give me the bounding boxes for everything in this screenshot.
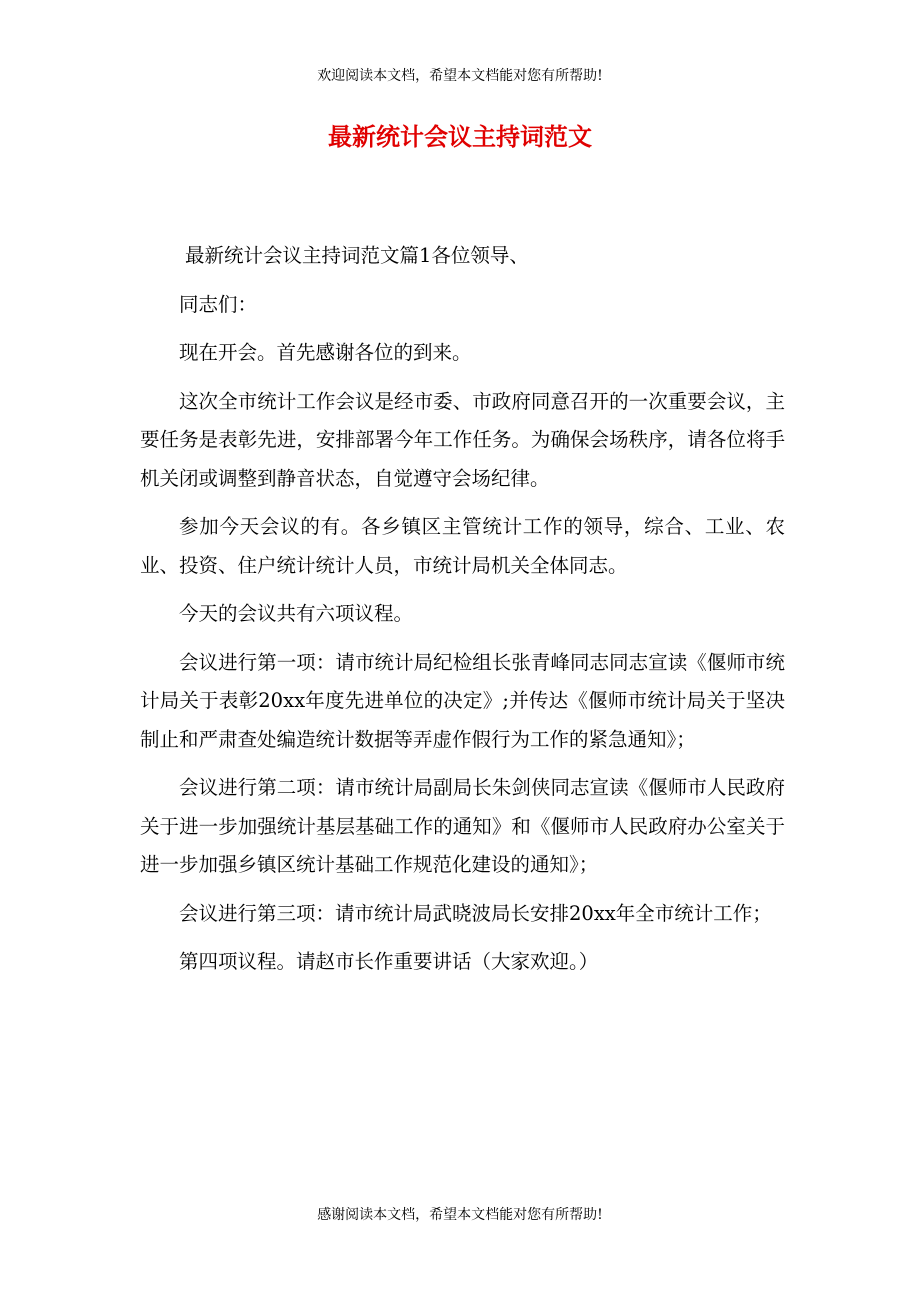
document-title: 最新统计会议主持词范文 — [328, 122, 592, 151]
paragraph: 会议进行第三项：请市统计局武晓波局长安排20xx年全市统计工作； — [179, 901, 772, 925]
header-note: 欢迎阅读本文档，希望本文档能对您有所帮助! — [317, 68, 603, 84]
document-body — [140, 237, 785, 982]
paragraph: 第四项议程。请赵市长作重要讲话（大家欢迎。） — [179, 950, 599, 973]
paragraph: 同志们： — [179, 292, 258, 316]
paragraph: 今天的会议共有六项议程。 — [179, 602, 414, 625]
paragraph: 现在开会。首先感谢各位的到来。 — [179, 341, 472, 364]
paragraph: 会议进行第二项：请市统计局副局长朱剑侠同志宣读《偃师市人民政府关于进一步加强统计基层基础工作的通知》和《偃师市人民政府办公室关于进一步加强乡镇区统计基础工作规范化建设的通知》； — [140, 776, 785, 876]
paragraph: 参加今天会议的有。各乡镇区主管统计工作的领导，综合、工业、农业、投资、住户统计统计人员，市统计局机关全体同志。 — [140, 515, 785, 577]
paragraph: 会议进行第一项：请市统计局纪检组长张青峰同志同志宣读《偃师市统计局关于表彰20xx年度先进单位的决定》;并传达《偃师市统计局关于坚决制止和严肃查处编造统计数据等弄虚作假行为工作的紧急通知》； — [140, 650, 785, 751]
paragraph: 最新统计会议主持词范文篇1各位领导、 — [185, 244, 529, 267]
footer-note: 感谢阅读本文档，希望本文档能对您有所帮助! — [317, 1207, 603, 1223]
paragraph: 这次全市统计工作会议是经市委、市政府同意召开的一次重要会议，主要任务是表彰先进，安排部署今年工作任务。为确保会场秩序，请各位将手机关闭或调整到静音状态，自觉遵守会场纪律。 — [140, 389, 785, 490]
